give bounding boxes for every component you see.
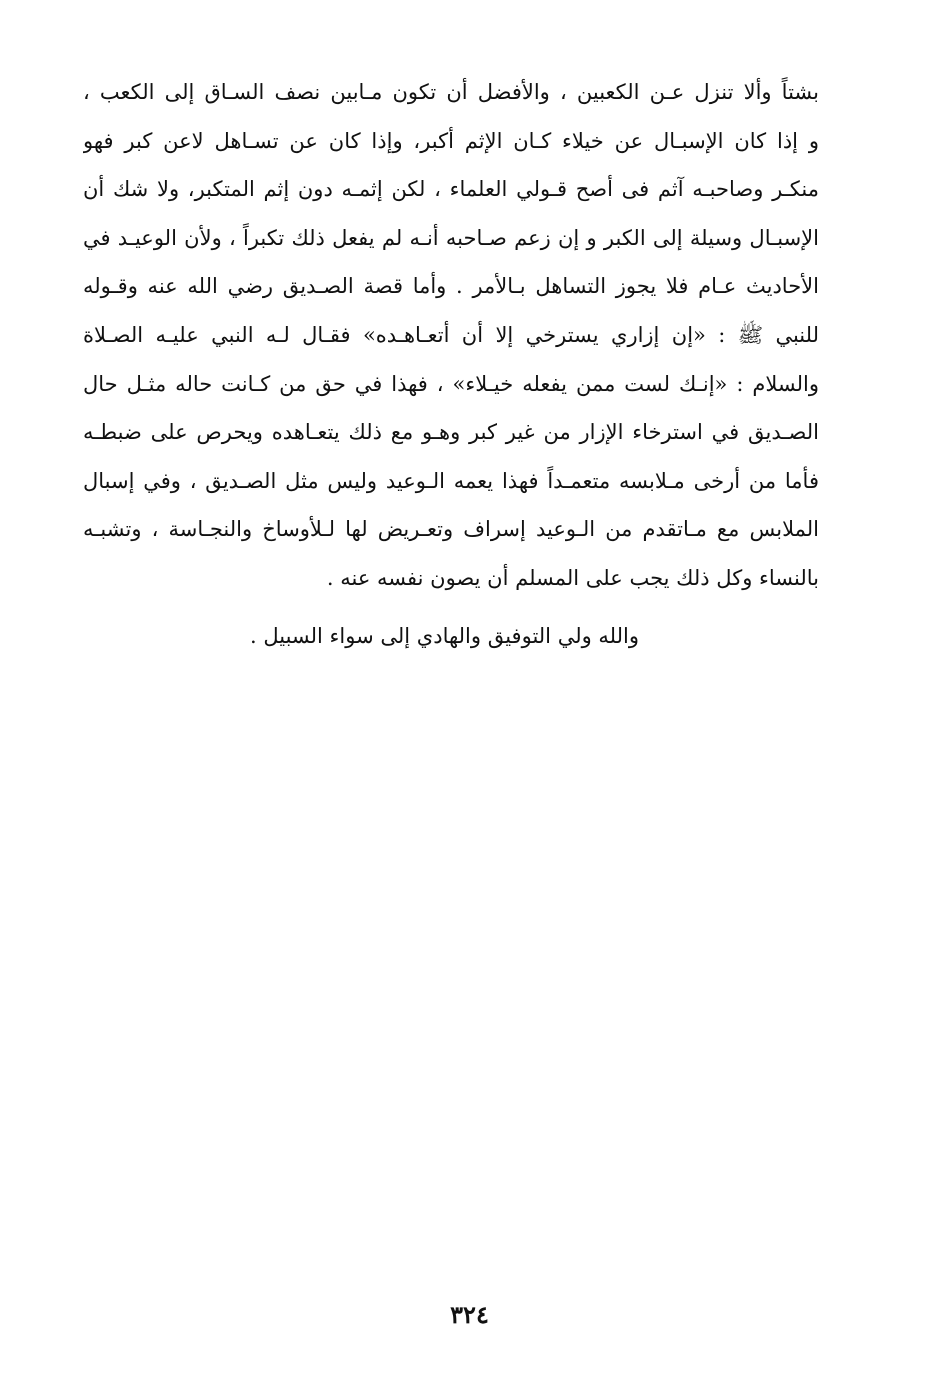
text-line: الأحاديث عـام فلا يجوز التساهل بـالأمر . وأما قصة الصـديق رضي الله عنه وقـوله [83, 274, 819, 299]
body-text [83, 68, 819, 603]
page-number: ٣٢٤ [450, 1300, 489, 1329]
text-line: الصـديق في استرخاء الإزار من غير كبر وهـو مع ذلك يتعـاهده ويحرص على ضبطـه [83, 420, 819, 445]
text-line: والسلام : «إنـك لست ممن يفعله خيـلاء» ، فهذا في حق من كـانت حاله مثـل حال [83, 371, 819, 396]
text-line: الإسبـال وسيلة إلى الكبر و إن زعم صـاحبه أنـه لم يفعل ذلك تكبراً ، ولأن الوعيـد في [83, 225, 819, 250]
text-line: للنبي ﷺ : «إن إزاري يسترخي إلا أن أتعـاهـده» فقـال لـه النبي عليـه الصـلاة [83, 322, 819, 347]
text-line: فأما من أرخى مـلابسه متعمـداً فهذا يعمه الـوعيد وليس مثل الصـديق ، وفي إسبال [83, 468, 819, 493]
text-line: و إذا كان الإسبـال عن خيلاء كـان الإثم أكبر، وإذا كان عن تسـاهل لاعن كبر فهو [83, 128, 819, 153]
text-line: بالنساء وكل ذلك يجب على المسلم أن يصون نفسه عنه . [326, 565, 819, 590]
closing-line: والله ولي التوفيق والهادي إلى سواء السبيل . [249, 624, 639, 648]
text-line: منكـر وصاحبـه آثم فى أصح قـولي العلماء ، لكن إثمـه دون إثم المتكبر، ولا شك أن [83, 177, 819, 202]
text-line: بشتاً وألا تنزل عـن الكعبين ، والأفضل أن تكون مـابين نصف السـاق إلى الكعب ، [83, 80, 819, 104]
text-line: الملابس مع مـاتقدم من الـوعيد إسراف وتعـريض لها لـلأوساخ والنجـاسة ، وتشبـه [83, 517, 819, 542]
